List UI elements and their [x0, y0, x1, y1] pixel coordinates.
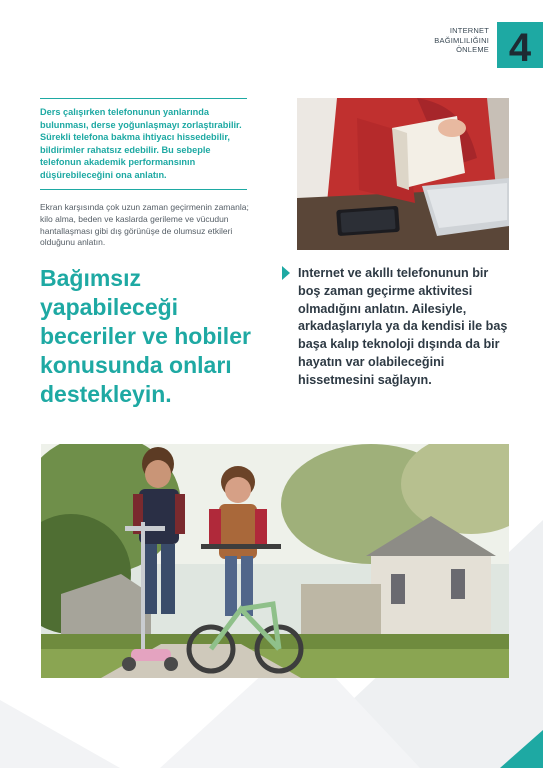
section-title-line: ÖNLEME	[456, 45, 489, 54]
kids-outdoor-photo	[41, 444, 509, 678]
highlight-paragraph: Ders çalışırken telefonunun yanlarında bulunması, derse yoğunlaşmayı zorlaştırabilir. Sürekli telefona bakma ihtiyacı hissedebilir, bildirimler rahatsız edebilir. Bu sebeple telefonun akademik performansının düşürebileceğini ona anlatın.	[40, 107, 242, 180]
main-heading: Bağımsız yapabileceği beceriler ve hobiler konusunda onları destekleyin.	[40, 265, 251, 407]
bullet-item	[282, 265, 508, 390]
section-title-line: BAĞIMLILIĞINI	[434, 35, 489, 45]
bottom-divider	[40, 189, 247, 190]
section-title-line: INTERNET	[449, 26, 489, 35]
top-divider	[40, 98, 247, 99]
bullet-text: Internet ve akıllı telefonunun bir boş zaman geçirme aktivitesi olmadığını anlatın. Ailesiyle, arkadaşlarıyla ya da kendisi ile baş başa kalıp teknoloji dışında da bir hayatın var olabileceğini hissetmesini sağlayın.	[298, 266, 508, 387]
section-title	[434, 26, 489, 55]
body-paragraph: Ekran karşısında çok uzun zaman geçirmenin zamanla; kilo alma, beden ve kaslarda gerileme ve vücudun hantallaşması gibi dış görünüşe de olumsuz etkileri olduğunu anlatın.	[40, 202, 249, 248]
section-header	[434, 22, 543, 68]
bullet-arrow-icon	[282, 266, 290, 280]
page-number: 4	[497, 22, 543, 68]
reading-photo	[297, 98, 509, 250]
